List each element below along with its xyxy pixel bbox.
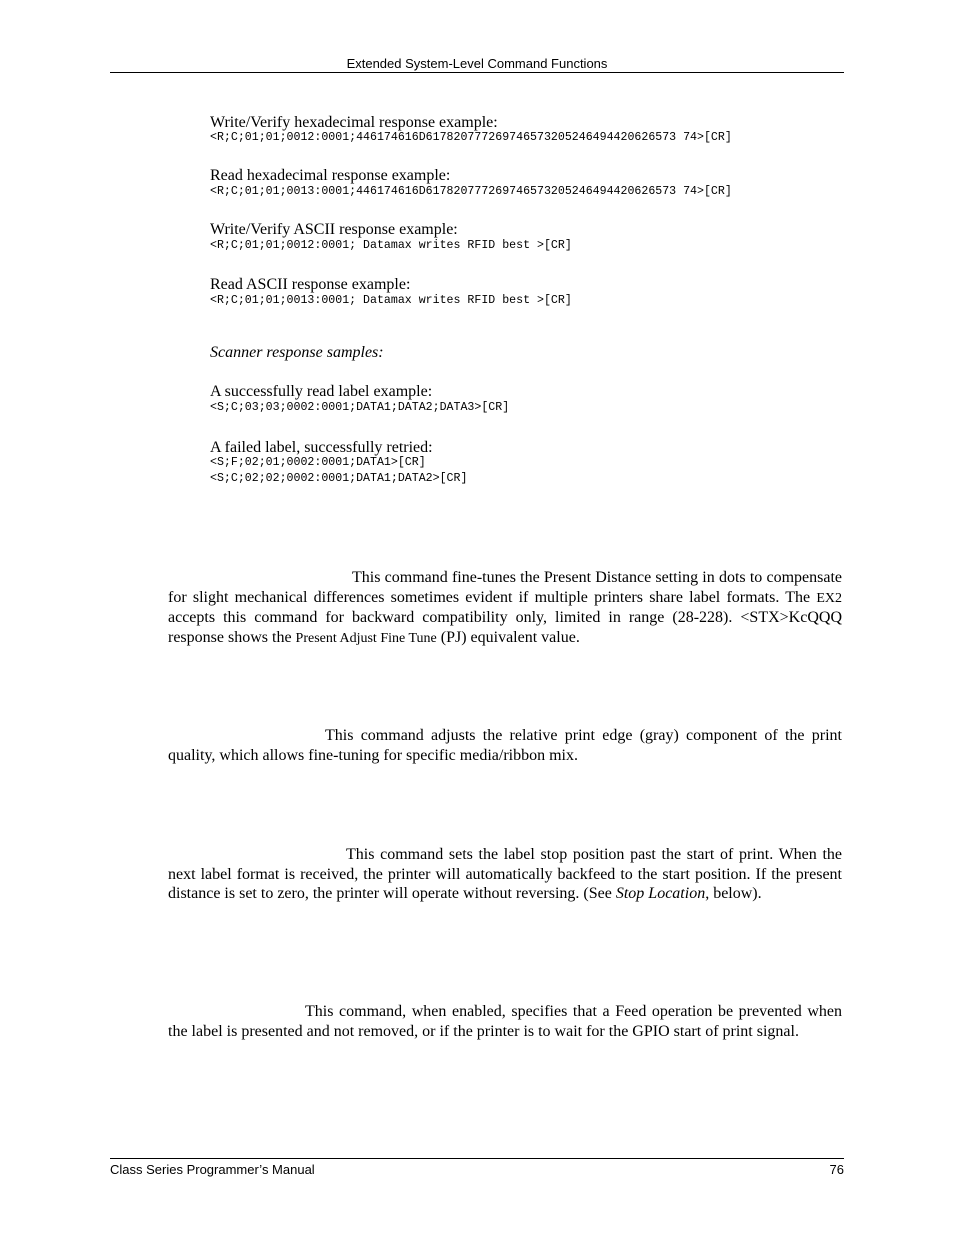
page-number: 76 — [829, 1162, 844, 1177]
paragraph-text: This command adjusts the relative print edge (gray) component of the print quality, which allows fine-tuning for specific media/ribbon mix. — [168, 727, 842, 764]
scanner-heading: Scanner response samples: — [210, 344, 384, 361]
paragraph-text: This command sets the label stop position past the start of print. When the next label format is received, the printer will automatically backfeed to the start position. If the present distance is set to zero, the printer will operate without reversing. (See — [168, 846, 842, 903]
feed-prevention-paragraph — [168, 1002, 842, 1041]
example-code: <R;C;01;01;0012:0001; Datamax writes RFID best >[CR] — [210, 239, 572, 252]
scanner-success-label: A successfully read label example: — [210, 383, 433, 400]
print-quality-paragraph — [168, 726, 842, 765]
example-label: Write/Verify hexadecimal response example: — [210, 114, 498, 131]
paragraph-text: (PJ) equivalent value. — [436, 628, 580, 646]
present-distance-paragraph — [168, 845, 842, 904]
present-adjust-paragraph — [168, 568, 842, 648]
scanner-failed-code-1: <S;F;02;01;0002:0001;DATA1>[CR] — [210, 456, 426, 469]
paragraph-text: accepts this command for backward compatibility only, limited in range (28-228). <STX>KcQQQ response shows the — [168, 609, 842, 646]
paragraph-text: EX2 — [816, 590, 842, 606]
scanner-success-code: <S;C;03;03;0002:0001;DATA1;DATA2;DATA3>[CR] — [210, 401, 510, 414]
paragraph-text: This command, when enabled, specifies that a Feed operation be prevented when the label is presented and not removed, or if the printer is to wait for the GPIO start of print signal. — [168, 1003, 842, 1040]
footer-manual-title: Class Series Programmer’s Manual — [110, 1162, 315, 1177]
paragraph-text: Present Adjust Fine Tune — [295, 630, 437, 646]
example-label: Read hexadecimal response example: — [210, 167, 451, 184]
example-code: <R;C;01;01;0013:0001;446174616D617820777269746573205246494420626573 74>[CR] — [210, 185, 732, 198]
paragraph-text: Stop Location — [615, 885, 706, 903]
example-code: <R;C;01;01;0012:0001;446174616D617820777269746573205246494420626573 74>[CR] — [210, 131, 732, 144]
example-code: <R;C;01;01;0013:0001; Datamax writes RFID best >[CR] — [210, 294, 572, 307]
paragraph-text: , below). — [705, 885, 762, 903]
header-rule — [110, 72, 844, 73]
scanner-failed-label: A failed label, successfully retried: — [210, 439, 433, 456]
header-title: Extended System-Level Command Functions — [346, 56, 608, 71]
example-label: Read ASCII response example: — [210, 276, 411, 293]
example-label: Write/Verify ASCII response example: — [210, 221, 458, 238]
footer-rule — [110, 1158, 844, 1159]
paragraph-text: This command fine-tunes the Present Distance setting in dots to compensate for slight mechanical differences sometimes evident if multiple printers share label formats. The — [168, 569, 842, 606]
scanner-failed-code-2: <S;C;02;02;0002:0001;DATA1;DATA2>[CR] — [210, 472, 468, 485]
